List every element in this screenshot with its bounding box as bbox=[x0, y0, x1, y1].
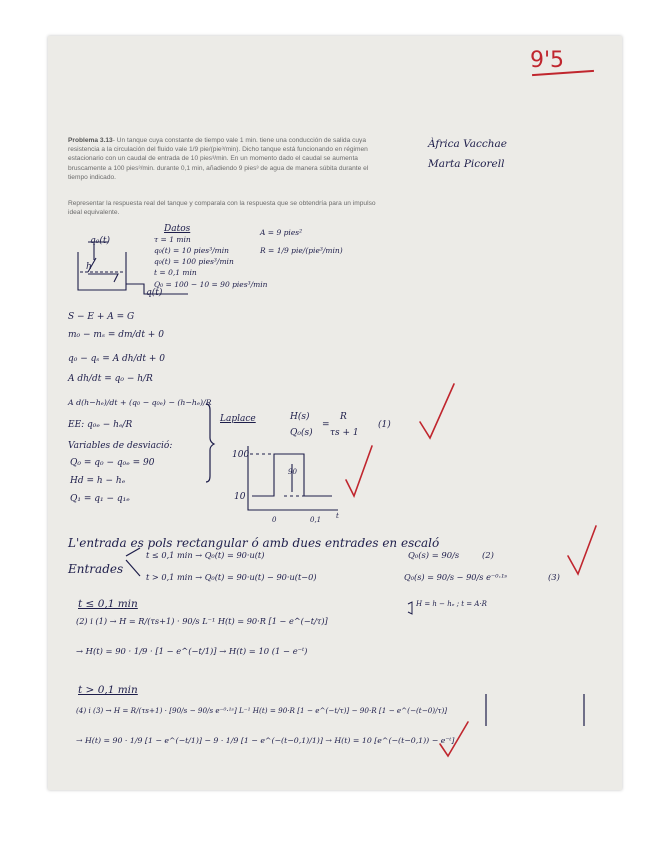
brace bbox=[206, 404, 214, 482]
check-mark-3 bbox=[568, 526, 596, 574]
steady-state-eq: EE: q₀ₑ − hₑ/R bbox=[68, 420, 133, 430]
tf-r-denominator: τs + 1 bbox=[330, 428, 359, 438]
big-bracket bbox=[486, 694, 584, 726]
deviation-eq: A d(h−hₑ)/dt + (q₀ − q₀ₑ) − (h−hₑ)/R bbox=[68, 398, 212, 407]
flow-eq: q₀ − qₛ = A dh/dt + 0 bbox=[68, 354, 166, 364]
laplace-input-2: Q₀(s) = 90/s − 90/s e⁻⁰·¹ˢ bbox=[404, 572, 508, 582]
datos-line-5: Q₀ = 100 − 10 = 90 pies³/min bbox=[154, 280, 268, 289]
balance-eq: S − E + A = G bbox=[68, 312, 135, 322]
deviation-title: Variables de desviació: bbox=[68, 441, 173, 451]
tank-inner-sketch bbox=[88, 258, 118, 282]
part2-line-1: (4) i (3) → H = R/(τs+1) · [90/s − 90/s e⁻⁰·¹ˢ] L⁻¹ H(t) = 90·R [1 − e^(−t/τ)] − 90·R [1 − e^(−(t−0)/τ)] bbox=[76, 706, 448, 715]
deviation-var-1: Q₀ = q₀ − q₀ₑ = 90 bbox=[70, 458, 155, 468]
tank-level-label: h bbox=[86, 262, 92, 272]
part1-line-2: → H(t) = 90 · 1/9 · [1 − e^(−t/1)] → H(t) = 10 (1 − e⁻ᵗ) bbox=[76, 646, 308, 656]
laplace-input-1: Q₀(s) = 90/s bbox=[408, 550, 460, 560]
grade-mark: 9'5 bbox=[530, 48, 565, 73]
mass-eq: m₀ − mₛ = dm/dt + 0 bbox=[68, 330, 164, 340]
tf-r-numerator: R bbox=[340, 412, 347, 422]
problem-title: Problema 3.13 bbox=[68, 137, 113, 144]
part1-line-1: (2) i (1) → H = R/(τs+1) · 90/s L⁻¹ H(t) = 90·R [1 − e^(−t/τ)] bbox=[76, 616, 328, 626]
deviation-var-3: Q₁ = q₁ − q₁ₑ bbox=[70, 494, 130, 504]
check-mark-1 bbox=[420, 384, 454, 438]
check-mark-2 bbox=[346, 446, 372, 496]
tf-numerator: H(s) bbox=[290, 412, 310, 422]
entrades-label: Entrades bbox=[68, 562, 124, 576]
input-case-1: t ≤ 0,1 min → Q₀(t) = 90·u(t) bbox=[146, 550, 265, 560]
check-mark-4 bbox=[440, 722, 468, 756]
cases-bracket bbox=[126, 548, 140, 576]
tank-walls bbox=[78, 252, 126, 290]
plot-axes bbox=[248, 446, 338, 510]
laplace-input-1-tag: (2) bbox=[482, 550, 494, 560]
laplace-label: Laplace bbox=[220, 414, 256, 424]
plot-x-axis: t bbox=[336, 512, 339, 520]
height-eq: A dh/dt = q₀ − h/R bbox=[68, 374, 153, 384]
plot-y-bottom: 10 bbox=[234, 492, 246, 502]
deviation-var-2: Hd = h − hₑ bbox=[70, 476, 126, 486]
tf-denominator: Q₀(s) bbox=[290, 428, 313, 438]
inflow-pipe bbox=[88, 242, 108, 260]
datos-title: Datos bbox=[164, 224, 191, 234]
plot-y-top: 100 bbox=[232, 450, 250, 460]
plot-x-end: 0,1 bbox=[310, 516, 322, 524]
problem-text: - Un tanque cuya constante de tiempo vale 1 min. tiene una conducción de salida cuya resistencia a la circulación del fluido vale 1/9 pie/(pie³/min). Dicho tanque está funcionando en régimen estacionario con un caudal de entrada de 10 pies³/min. En un momento dado el caudal se aumenta bruscamente a 100 pies³/min. durante 0,1 min, añadiendo 9 pies³ de agua de manera súbita durante el tiempo indicado. bbox=[68, 137, 369, 181]
outflow-pipe bbox=[126, 284, 188, 294]
problem-task: Representar la respuesta real del tanque y comparala con la respuesta que se obtendría para un impulso ideal equivalente. bbox=[68, 200, 376, 216]
input-intro: L'entrada es pols rectangular ó amb dues entrades en escaló bbox=[68, 536, 440, 550]
part1-side-note: H = h − hₑ ; t = A·R bbox=[416, 600, 487, 608]
author-2: Marta Picorell bbox=[428, 158, 505, 170]
pulse-plot bbox=[248, 446, 338, 510]
part1-heading: t ≤ 0,1 min bbox=[78, 598, 138, 610]
tank-inflow-label: q₀(t) bbox=[90, 236, 111, 246]
input-case-2: t > 0,1 min → Q₀(t) = 90·u(t) − 90·u(t−0) bbox=[146, 572, 317, 582]
part2-heading: t > 0,1 min bbox=[78, 684, 138, 696]
tf-tag: (1) bbox=[378, 420, 391, 430]
correction-marks bbox=[346, 384, 596, 756]
datos-resistance: R = 1/9 pie/(pie³/min) bbox=[260, 246, 343, 255]
plot-marker: 90 bbox=[288, 468, 297, 476]
datos-line-2: q₀(t) = 10 pies³/min bbox=[154, 246, 230, 255]
plot-x-start: 0 bbox=[272, 516, 277, 524]
author-1: Àfrica Vacchae bbox=[428, 138, 508, 150]
datos-line-4: t = 0,1 min bbox=[154, 268, 197, 277]
datos-line-3: q₀(t) = 100 pies³/min bbox=[154, 257, 234, 266]
datos-line-1: τ = 1 min bbox=[154, 235, 191, 244]
tf-equals: = bbox=[322, 420, 330, 430]
handwritten-drawings bbox=[48, 36, 622, 790]
tank-outflow-label: q(t) bbox=[146, 288, 163, 298]
laplace-input-2-tag: (3) bbox=[548, 572, 560, 582]
document-sheet bbox=[48, 36, 622, 790]
tank-sketch bbox=[78, 242, 188, 294]
side-note-bracket bbox=[408, 602, 412, 614]
datos-area: A = 9 pies² bbox=[260, 228, 303, 237]
part2-line-2: → H(t) = 90 · 1/9 [1 − e^(−t/1)] − 9 · 1/9 [1 − e^(−(t−0,1)/1)] → H(t) = 10 [e^(−(t−0,1)) − e⁻ᵗ] bbox=[76, 736, 455, 745]
